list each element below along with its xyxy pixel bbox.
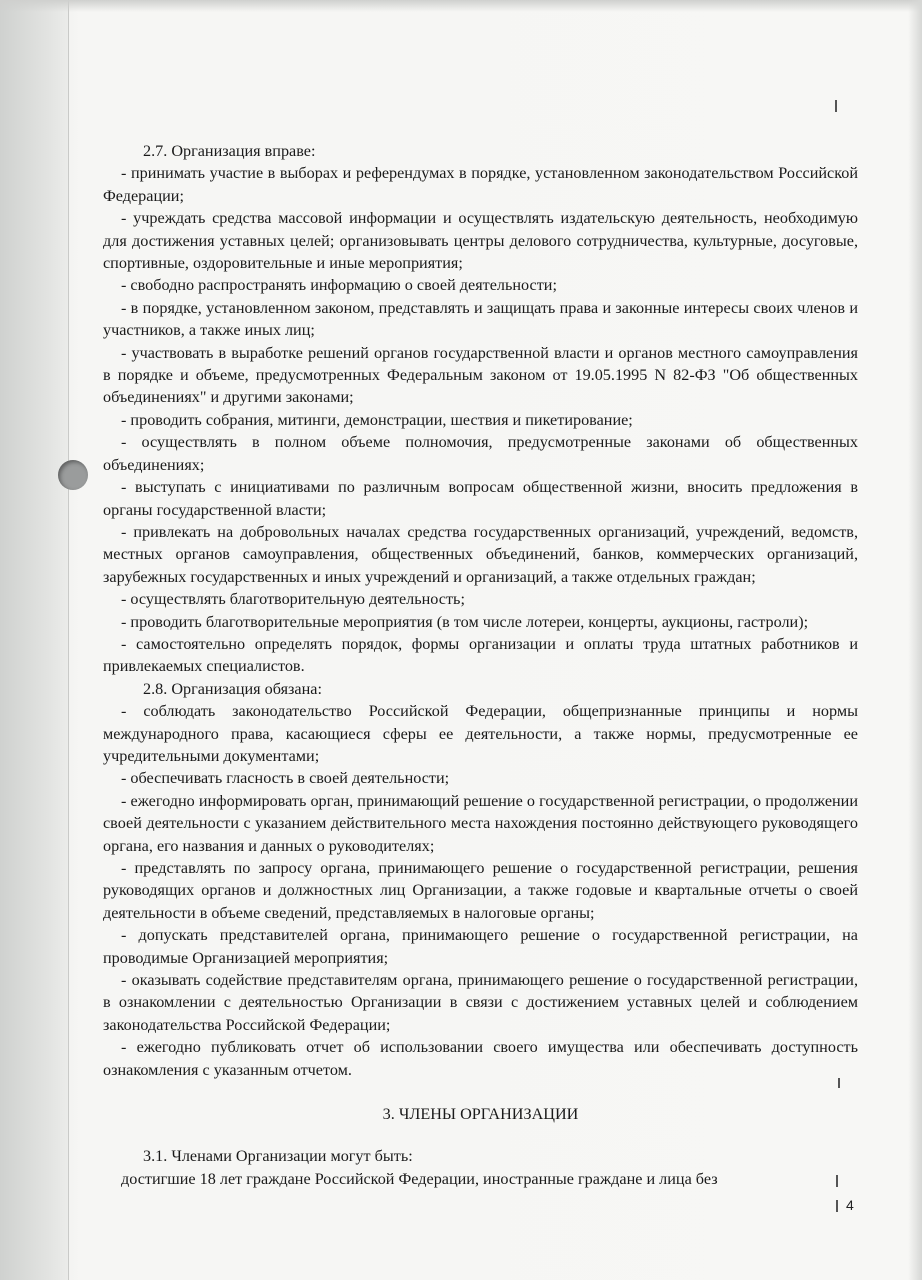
clause-item: - осуществлять благотворительную деятельность; [121, 590, 465, 609]
clause-item: - проводить благотворительные мероприятия (в том числе лотереи, концерты, аукционы, гастроли); [121, 612, 809, 631]
clause-item: - представлять по запросу органа, принимающего решение о государственной регистрации, решения руководящих органов и должностных лиц Организации, а также годовые и квартальные отчеты о своей деятельности в объеме сведений, представляемых в налоговые органы; [103, 859, 858, 922]
clause-item: - оказывать содействие представителям органа, принимающего решение о государственной регистрации, в ознакомлении с деятельностью Организации в связи с достижением уставных целей и соблюдением законодательства Российской Федерации; [103, 971, 858, 1034]
scan-speck [836, 1200, 838, 1212]
clause-item: - учреждать средства массовой информации и осуществлять издательскую деятельность, необходимую для достижения уставных целей; организовывать центры делового сотрудничества, культурные, досуговые, спортивные, оздоровительные и иные мероприятия; [103, 209, 858, 273]
section-3-clauses [103, 1145, 858, 1190]
clause-item: - соблюдать законодательство Российской Федерации, общепризнанные принципы и нормы международного права, касающиеся сферы ее деятельности, а также нормы, предусмотренные ее учредительными документами; [103, 702, 858, 765]
clause-item: - свободно распространять информацию о своей деятельности; [121, 276, 557, 295]
clause-item: достигшие 18 лет граждане Российской Федерации, иностранные граждане и лица без [121, 1169, 718, 1188]
clause-heading: 2.7. Организация вправе: [143, 142, 316, 160]
previous-page-strip [0, 0, 69, 1280]
clause-item: - обеспечивать гласность в своей деятельности; [121, 769, 450, 788]
scan-speck [835, 100, 837, 112]
clause-item: - привлекать на добровольных началах средства государственных организаций, учреждений, ведомств, местных органов самоуправления, общественных объединений, банков, коммерческих организаций, зарубежных государственных и иных учреждений и организаций, а также отдельных граждан; [103, 522, 858, 586]
section-2-clauses [103, 140, 858, 1081]
clause-item: - допускать представителей органа, принимающего решение о государственной регистрации, на проводимые Организацией мероприятия; [103, 926, 858, 967]
right-edge-shadow [908, 0, 922, 1280]
clause-item: - участвовать в выработке решений органов государственной власти и органов местного самоуправления в порядке и объеме, предусмотренных Федеральным законом от 19.05.1995 N 82-ФЗ "Об общественных объединениях" и другими законами; [103, 343, 858, 407]
clause-item: - принимать участие в выборах и референдумах в порядке, установленном законодательством Российской Федерации; [103, 164, 858, 205]
clause-heading: 2.8. Организация обязана: [143, 679, 322, 698]
section-title: 3. ЧЛЕНЫ ОРГАНИЗАЦИИ [382, 1105, 579, 1124]
clause-heading: 3.1. Членами Организации могут быть: [143, 1147, 413, 1166]
punch-hole [58, 460, 88, 490]
clause-item: - осуществлять в полном объеме полномочия, предусмотренные законами об общественных объединениях; [103, 433, 858, 474]
document-body [103, 140, 858, 1190]
clause-item: - ежегодно информировать орган, принимающий решение о государственной регистрации, о продолжении своей деятельности с указанием действительного места нахождения постоянно действующего руководящего органа, его названия и данных о руководителях; [103, 791, 858, 855]
clause-item: - самостоятельно определять порядок, формы организации и оплаты труда штатных работников и привлекаемых специалистов. [103, 634, 858, 676]
clause-item: - в порядке, установленном законом, представлять и защищать права и законные интересы своих членов и участников, а также иных лиц; [103, 298, 858, 340]
clause-item: - выступать с инициативами по различным вопросам общественной жизни, вносить предложения в органы государственной власти; [103, 478, 858, 519]
page-number: 4 [846, 1197, 854, 1213]
clause-item: - проводить собрания, митинги, демонстрации, шествия и пикетирование; [121, 410, 633, 429]
top-edge-shadow [0, 0, 922, 12]
clause-item: - ежегодно публиковать отчет об использовании своего имущества или обеспечивать доступность ознакомления с указанным отчетом. [103, 1038, 858, 1079]
